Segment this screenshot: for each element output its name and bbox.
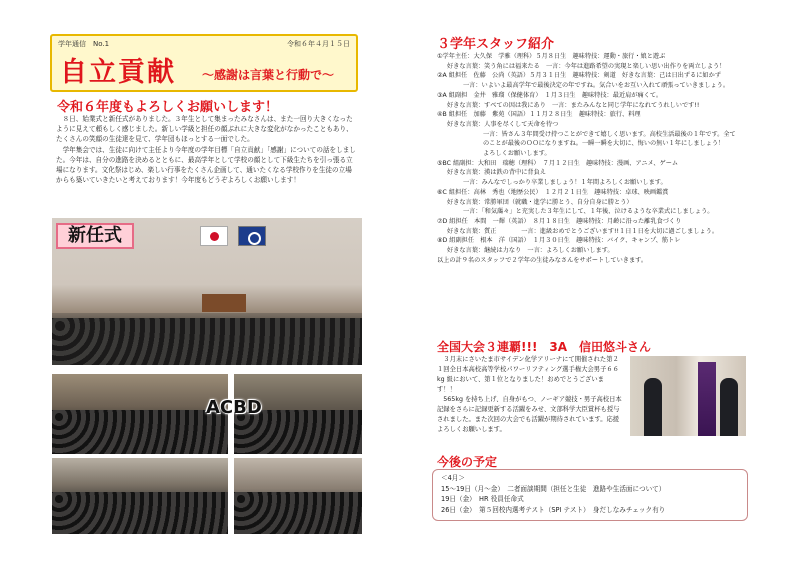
award-photo [630, 356, 746, 436]
school-flag-icon [238, 226, 266, 246]
staff-line: ⑤BC 組副担：大和田 瑞穂（理科） ７月１２日生 趣味特技：漫画、アニメ、ゲーム [437, 159, 679, 167]
staff-list [437, 52, 757, 265]
staff-line: 一言：皆さん３年間受け持つことができて嬉しく思います。高校生活最後の１年です。全て [483, 130, 736, 138]
schedule-item: 15〜19日（月〜金） 二者面談期間（担任と生徒 進路や生活面について） [441, 484, 666, 493]
lead-paragraph: ８日、始業式と新任式がありました。３年生として集まったみなさんは、また一回り大きくなったように見えて頼もしく感じました。新しい学級と担任の顔ぶれに大きな変化がなかったこともあり、たくさんの笑顔の生徒達を見て、学年団もほっとする一面でした。 [56, 115, 353, 144]
lead-body [56, 114, 358, 185]
award-heading: 全国大会３連覇!!! 3A 信田悠斗さん [437, 340, 652, 354]
staff-line: ⑥C 組担任：高林 秀也（地歴公民） １２月２１日生 趣味特技：卓球、映画鑑賞 [437, 188, 669, 196]
class-photo-a [52, 374, 228, 454]
staff-line: のことが最後のＯＯになりますね。一瞬一瞬を大切に、悔いの無い１年にしましょう！ [483, 140, 725, 148]
new-teachers-ceremony-label: 新任式 [56, 223, 134, 249]
staff-line: 一言：いよいよ最高学年で最後決定の年ですね。気合いをお互い入れて頑張っていきましょう。 [463, 82, 730, 90]
schedule-box [432, 469, 748, 521]
podium [202, 294, 246, 312]
staff-line: ①学年主任：大久保 学雅（理科）５月８日生 趣味特技：運動・旅行・娘と遊ぶ [437, 53, 666, 60]
schedule-month: ＜4月＞ [441, 474, 465, 482]
newsletter-title: 自立貢献 [60, 57, 176, 88]
lead-paragraph: 学年集会では、生徒に向けて主任より今年度の学年目標「自立貢献」「感謝」についての話をしました。今年は、自分の進路を決めるとともに、最高学年として学校の顔として下級生たちを引っ張る立場になります。文化祭はじめ、楽しい行事をたくさん企画して、通いたくなる学校作りを生徒の立場からも築いていきたいと考えております！今年度もどうぞよろしくお願いします！ [56, 145, 356, 185]
classes-label: ACBD [206, 397, 262, 418]
person-figure [720, 378, 738, 436]
staff-line: よろしくお願いします。 [483, 150, 551, 158]
staff-line: 好きな言葉：常勝軍団（就職・進学に勝とう、自分自身に勝とう） [447, 198, 633, 206]
staff-line: 好きな言葉：継続は力なり 一言：よろしくお願いします。 [447, 247, 614, 255]
class-photo-c [52, 458, 228, 534]
award-paragraph: 565kg を持ち上げ、自身がもつ、ノーギア競技・男子高校日本記録をさらに記録更新する活躍をみせ、文部科学大臣賞杯も授与されました。また次回の大会でも活躍が期待されています。応援よろしくお願いします。 [437, 396, 622, 433]
staff-line: ②A 組担任 佐藤 公尚（英語）５月３１日生 趣味特技：剣道 好きな言葉：己は日出ずるに如かず [437, 72, 721, 80]
staff-line: 好きな言葉：漢は鉄の背中に背負え [447, 169, 546, 177]
staff-line: 好きな言葉：質正 一言：進級おめでとうございます!!１日１日を大切に過ごしましょう。 [447, 227, 719, 235]
schedule-heading: 今後の予定 [437, 455, 498, 469]
newsletter-subtitle: 〜感謝は言葉と行動で〜 [202, 68, 335, 82]
masthead [50, 34, 358, 92]
banner [698, 362, 716, 436]
audience [52, 318, 362, 365]
issue-number: 学年通信 No.1 [58, 40, 110, 48]
staff-line: 好きな言葉：すべての因は我にあり 一言：またみんなと同じ学年になれてうれしいです!! [447, 101, 700, 109]
award-body [437, 355, 622, 435]
award-paragraph: ３月末にさいたま市サイデン化学アリーナにて開催された第２１回全日本高校高等学校パワーリフティング選手権大会男子６６kg 級において、第１位となりました！おめでとうございます！！ [437, 356, 619, 393]
staff-line: ③A 組副担 金井 雅瑠（保健体育） １月３日生 趣味特技：最近肩が痛くて。 [437, 91, 663, 99]
staff-line: 好きな言葉：笑う角には福来たる 一言：今年は進路希望の実現と楽しい思い出作りを両立しよう！ [447, 62, 726, 70]
staff-heading: ３学年スタッフ紹介 [437, 37, 555, 52]
staff-line: ⑧D 組副担任 根本 洋（国語） １月３０日生 趣味特技：バイク、キャンプ、筋トレ [437, 237, 681, 245]
japan-flag-icon [200, 226, 228, 246]
issue-date: 令和６年４月１５日 [287, 40, 350, 48]
person-figure [644, 378, 662, 436]
lead-heading: 令和６年度もよろしくお願いします！ [57, 100, 279, 115]
staff-line: 好きな言葉：人事を尽くして天命を待つ [447, 120, 559, 128]
staff-line: 一言：みんなでしっかり卒業しましょう！１年間よろしくお願いします。 [463, 179, 667, 187]
schedule-item: 26日（金） 第５回校内選考テスト（SPI テスト） 身だしなみチェック有り [441, 505, 666, 514]
class-photo-d [234, 458, 362, 534]
staff-line: ⑦D 組担任 本間 一輝（英語） ８月１８日生 趣味特技：月齢に沿った離乳食づくり [437, 217, 682, 225]
staff-line: ④B 組担任 加藤 紫苑（国語）１１月２８日生 趣味特技：旅行、料理 [437, 111, 641, 119]
staff-line: 以上の計９名のスタッフで２学年の生徒みなさんをサポートしていきます。 [437, 256, 648, 264]
staff-line: 一言：「和気藹々」と充実した３年生にして、１年後、泣けるような卒業式にしましょう。 [463, 208, 714, 216]
schedule-item: 19日（金） HR 役員任命式 [441, 495, 524, 504]
